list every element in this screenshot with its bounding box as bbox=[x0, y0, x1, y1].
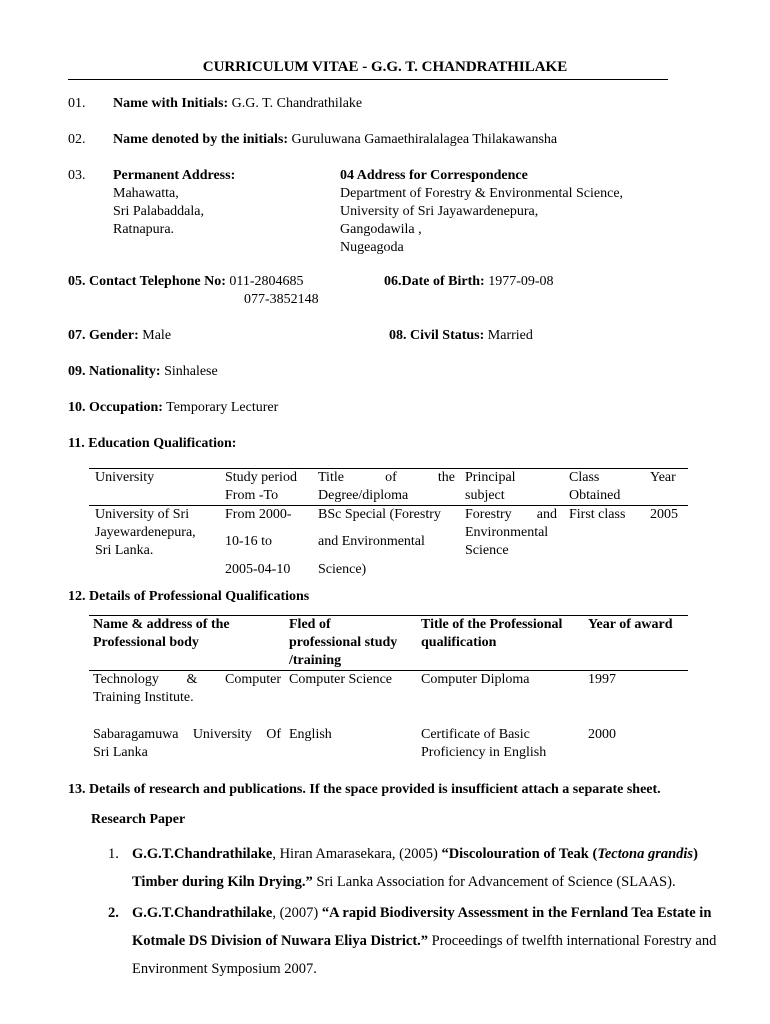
field-02-number: 02. bbox=[68, 132, 86, 147]
cell-professional-body: Sabaragamuwa University Of Sri Lanka bbox=[93, 727, 281, 760]
permanent-address-line: Mahawatta, bbox=[113, 186, 179, 201]
publication-text bbox=[132, 899, 738, 983]
education-heading: 11. Education Qualification: bbox=[68, 436, 237, 451]
contact-telephone bbox=[68, 273, 304, 291]
date-of-birth bbox=[384, 273, 554, 291]
professional-qualifications-heading: 12. Details of Professional Qualifications bbox=[68, 589, 310, 604]
civil-status bbox=[389, 327, 533, 345]
header-field-of-study: Fled of professional study /training bbox=[289, 617, 398, 668]
publication-title: “Discolouration of Teak ( bbox=[441, 846, 598, 862]
header-professional-body: Name & address of the Professional body bbox=[93, 617, 230, 650]
publication-title: ) Timber during Kiln Drying.” bbox=[132, 846, 698, 890]
professional-qualifications-table bbox=[89, 615, 688, 762]
table-row bbox=[89, 506, 688, 580]
gender bbox=[68, 327, 171, 345]
education-table bbox=[89, 468, 688, 579]
nationality-label: 09. Nationality: bbox=[68, 364, 161, 379]
cell-period: From 2000- 10-16 to 2005-04-10 bbox=[225, 507, 292, 577]
field-01-number: 01. bbox=[68, 96, 86, 111]
contact-telephone-label: 05. Contact Telephone No: bbox=[68, 274, 226, 289]
header-year: Year bbox=[650, 470, 676, 485]
document-title: CURRICULUM VITAE - G.G. T. CHANDRATHILAKE bbox=[202, 59, 568, 75]
civil-status-value: Married bbox=[487, 328, 533, 343]
field-02-value: Guruluwana Gamaethiralalagea Thilakawansha bbox=[291, 132, 558, 147]
table-header-row bbox=[89, 469, 688, 506]
cell-principal: Forestry and Environmental Science bbox=[465, 507, 557, 558]
cell-qualification: Computer Diploma bbox=[421, 672, 530, 687]
field-02-label: Name denoted by the initials: bbox=[113, 132, 288, 147]
table-row bbox=[89, 671, 688, 708]
publication-number: 1. bbox=[108, 846, 119, 862]
correspondence-address-line: Nugeagoda bbox=[340, 240, 404, 255]
date-of-birth-label: 06.Date of Birth: bbox=[384, 274, 485, 289]
publication-item bbox=[108, 899, 738, 979]
field-03-number: 03. bbox=[68, 168, 86, 183]
correspondence-address-label: 04 Address for Correspondence bbox=[340, 168, 528, 183]
cell-university: University of Sri Jayewardenepura, Sri Lanka. bbox=[95, 507, 196, 558]
publication-title: “A rapid Biodiversity Assessment in the Fernland Tea Estate in Kotmale DS Division of Nuwara Eliya District.” bbox=[132, 905, 712, 949]
table-row bbox=[89, 707, 688, 762]
publication-venue: Proceedings of twelfth international Forestry and Environment Symposium 2007. bbox=[132, 933, 717, 977]
correspondence-address-line: Gangodawila , bbox=[340, 222, 422, 237]
occupation bbox=[68, 399, 278, 417]
cell-year: 1997 bbox=[588, 672, 616, 687]
publication-authors: , Hiran Amarasekara, (2005) bbox=[272, 846, 442, 862]
field-02 bbox=[113, 131, 557, 149]
header-qualification-title: Title of the Professional qualification bbox=[421, 617, 563, 650]
nationality-value: Sinhalese bbox=[164, 364, 218, 379]
cell-professional-body: Technology & Computer Training Institute. bbox=[93, 672, 281, 705]
field-01-value: G.G. T. Chandrathilake bbox=[231, 96, 363, 111]
cell-class: First class bbox=[569, 507, 626, 522]
publication-title-species: Tectona grandis bbox=[597, 846, 694, 862]
cell-field: English bbox=[289, 727, 332, 742]
table-header-row bbox=[89, 616, 688, 671]
publication-author: G.G.T.Chandrathilake bbox=[132, 905, 273, 921]
publication-text bbox=[132, 840, 738, 896]
header-year-of-award: Year of award bbox=[588, 617, 673, 632]
gender-label: 07. Gender: bbox=[68, 328, 139, 343]
field-01 bbox=[113, 95, 362, 113]
field-01-label: Name with Initials: bbox=[113, 96, 229, 111]
contact-telephone-value: 077-3852148 bbox=[244, 292, 319, 307]
occupation-value: Temporary Lecturer bbox=[166, 400, 279, 415]
publication-item bbox=[108, 840, 738, 900]
correspondence-address-line: Department of Forestry & Environmental Science, bbox=[340, 186, 624, 201]
civil-status-label: 08. Civil Status: bbox=[389, 328, 485, 343]
publication-number: 2. bbox=[108, 905, 119, 921]
publication-authors: , (2007) bbox=[272, 905, 322, 921]
header-title: Title of the Degree/diploma bbox=[318, 470, 455, 503]
date-of-birth-value: 1977-09-08 bbox=[488, 274, 554, 289]
cell-qualification: Certificate of Basic Proficiency in English bbox=[421, 727, 547, 760]
contact-telephone-value: 011-2804685 bbox=[229, 274, 304, 289]
header-university: University bbox=[95, 470, 155, 485]
publication-author: G.G.T.Chandrathilake bbox=[132, 846, 273, 862]
correspondence-address-line: University of Sri Jayawardenepura, bbox=[340, 204, 539, 219]
research-subheading: Research Paper bbox=[91, 812, 186, 827]
cell-year: 2005 bbox=[650, 507, 678, 522]
nationality bbox=[68, 363, 218, 381]
occupation-label: 10. Occupation: bbox=[68, 400, 163, 415]
header-class: Class Obtained bbox=[569, 470, 621, 503]
gender-value: Male bbox=[142, 328, 172, 343]
cell-field: Computer Science bbox=[289, 672, 393, 687]
permanent-address-line: Ratnapura. bbox=[113, 222, 175, 237]
cell-title: BSc Special (Forestry and Environmental Science) bbox=[318, 507, 441, 577]
permanent-address-line: Sri Palabaddala, bbox=[113, 204, 204, 219]
header-principal-subject: Principal subject bbox=[465, 470, 516, 503]
permanent-address-label: Permanent Address: bbox=[113, 168, 236, 183]
cell-year: 2000 bbox=[588, 727, 616, 742]
header-study-period: Study period From -To bbox=[225, 470, 297, 503]
research-heading: 13. Details of research and publications. If the space provided is insufficient attach a separate sheet. bbox=[68, 782, 661, 797]
publication-venue: Sri Lanka Association for Advancement of Science (SLAAS). bbox=[312, 874, 676, 890]
correspondence-address bbox=[340, 167, 623, 257]
title-underline bbox=[68, 79, 668, 80]
permanent-address bbox=[113, 167, 235, 239]
